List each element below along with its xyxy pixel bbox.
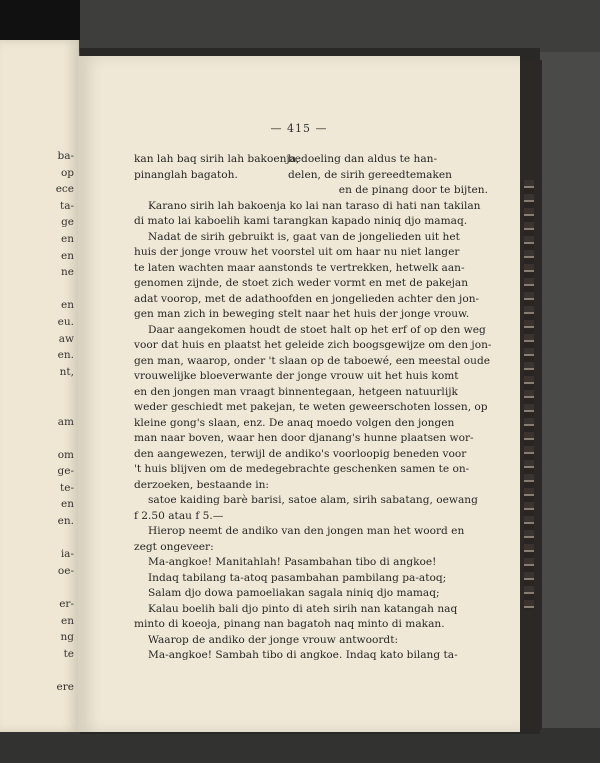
- text-line: 't huis blijven om de medegebrachte geschenken samen te on-: [134, 463, 470, 475]
- left-fragment: [56, 530, 74, 547]
- left-fragment: ere: [56, 681, 74, 693]
- body-lines: [134, 199, 492, 664]
- left-fragment: [56, 579, 74, 596]
- text-line: Waarop de andiko der jonge vrouw antwoordt:: [148, 633, 399, 646]
- left-fragment: ba-: [57, 150, 74, 162]
- text-line: Salam djo dowa pamoeliakan sagala niniq djo mamaq;: [148, 587, 440, 599]
- text-line: Kalau boelih bali djo pinto di ateh sirih nan katangah naq: [148, 602, 458, 615]
- text-line: Indaq tabilang ta-atoq pasambahan pambilang pa-atoq;: [148, 571, 447, 584]
- text-line: derzoeken, bestaande in:: [134, 478, 269, 491]
- text-line: Karano sirih lah bakoenja ko lai nan taraso di hati nan takilan: [148, 199, 481, 212]
- text-line: di mato lai kaboelih kami tarangkan kapado niniq djo mamaq.: [134, 215, 468, 227]
- left-fragment: [56, 397, 74, 414]
- column-left: [134, 152, 300, 199]
- text-line: kleine gong's slaan, enz. De anaq moedo volgen den jongen: [134, 416, 455, 429]
- left-fragment: ge-: [57, 465, 74, 478]
- left-fragment: aw: [58, 332, 74, 345]
- left-fragment: en: [61, 498, 74, 511]
- left-fragment: ng: [60, 631, 74, 644]
- left-fragment: ge: [61, 216, 74, 229]
- right-page: [78, 56, 520, 732]
- left-fragment: en.: [57, 349, 74, 362]
- left-fragment: eu.: [57, 315, 74, 328]
- left-page: [0, 40, 79, 732]
- page-number: — 415 —: [270, 122, 328, 135]
- text-line: te laten wachten maar aanstonds te vertrekken, hetwelk aan-: [134, 261, 465, 274]
- text-line: genomen zijnde, de stoet zich weder vormt en met de pakejan: [134, 277, 469, 289]
- text-line: vrouwelijke bloeverwante der jonge vrouw uit het huis komt: [134, 370, 459, 382]
- left-fragment: ia-: [60, 548, 74, 561]
- text-line: zegt ongeveer:: [134, 540, 214, 553]
- left-fragment: en: [61, 614, 74, 627]
- text-line: Ma-angkoe! Manitahlah! Pasambahan tibo di angkoe!: [148, 556, 437, 568]
- text-line: huis der jonge vrouw het voorstel uit om haar nu niet langer: [134, 246, 460, 258]
- page-edge-stack: [520, 60, 542, 730]
- left-fragment: ta-: [59, 199, 74, 212]
- text-line: Daar aangekomen houdt de stoet halt op het erf of op den weg: [148, 323, 486, 336]
- left-fragment: er-: [59, 598, 74, 611]
- text-line: Nadat de sirih gebruikt is, gaat van de jongelieden uit het: [148, 230, 460, 243]
- text-line: Ma-angkoe! Sambah tibo di angkoe. Indaq kato bilang ta-: [148, 649, 458, 661]
- left-fragment: en.: [57, 515, 74, 528]
- text-line: gen man zich in beweging stelt naar het huis der jonge vrouw.: [134, 308, 470, 320]
- left-fragment: te: [63, 647, 74, 660]
- left-fragment: en: [61, 249, 74, 262]
- left-page-text-fragments: [56, 148, 74, 696]
- background-shadow: [0, 0, 80, 40]
- left-fragment: oe-: [57, 564, 74, 577]
- column-left-line: pinanglah bagatoh.: [134, 168, 238, 181]
- left-fragment: ne: [61, 266, 74, 279]
- text-line: adat voorop, met de adathoofden en jongelieden achter den jon-: [134, 292, 480, 305]
- left-fragment: [56, 281, 74, 298]
- left-fragment: nt,: [59, 365, 74, 378]
- left-fragment: [56, 430, 74, 447]
- opening-two-column: [134, 152, 488, 199]
- text-line: en den jongen man vraagt binnentegaan, hetgeen natuurlijk: [134, 385, 458, 398]
- left-fragment: om: [57, 448, 74, 461]
- text-line: voor dat huis en plaatst het geleide zich boogsgewijze om den jon-: [134, 339, 492, 351]
- column-right: [288, 152, 488, 199]
- left-fragment: [56, 380, 74, 397]
- background-top: [0, 0, 600, 52]
- column-left-line: kan lah baq sirih lah bakoenja,: [134, 153, 300, 165]
- text-line: Hierop neemt de andiko van den jongen man het woord en: [148, 525, 465, 537]
- left-fragment: [56, 662, 74, 679]
- left-fragment: te-: [60, 481, 74, 494]
- left-fragment: am: [57, 415, 74, 428]
- text-line: gen man, waarop, onder 't slaan op de taboewé, een meestal oude: [134, 354, 491, 367]
- text-line: weder geschiedt met pakejan, te weten geweerschoten lossen, op: [134, 401, 488, 413]
- left-fragment: ece: [55, 183, 74, 196]
- column-right-line: en de pinang door te bijten.: [338, 184, 488, 196]
- left-fragment: en: [61, 299, 74, 312]
- left-fragment: op: [60, 166, 74, 179]
- text-line: man naar boven, waar hen door djanang's hunne plaatsen wor-: [134, 432, 474, 444]
- text-line: den aangewezen, terwijl de andiko's voorloopig beneden voor: [134, 447, 467, 460]
- page-body: [134, 152, 492, 664]
- column-right-line: bedoeling dan aldus te han-: [288, 153, 438, 165]
- text-line: minto di koeoja, pinang nan bagatoh naq minto di makan.: [134, 618, 445, 630]
- column-right-line: delen, de sirih gereedtemaken: [288, 168, 452, 181]
- text-line: f 2.50 atau f 5.—: [134, 509, 224, 522]
- text-line: satoe kaiding barè barisi, satoe alam, sirih sabatang, oewang: [148, 494, 478, 506]
- left-fragment: en: [61, 232, 74, 245]
